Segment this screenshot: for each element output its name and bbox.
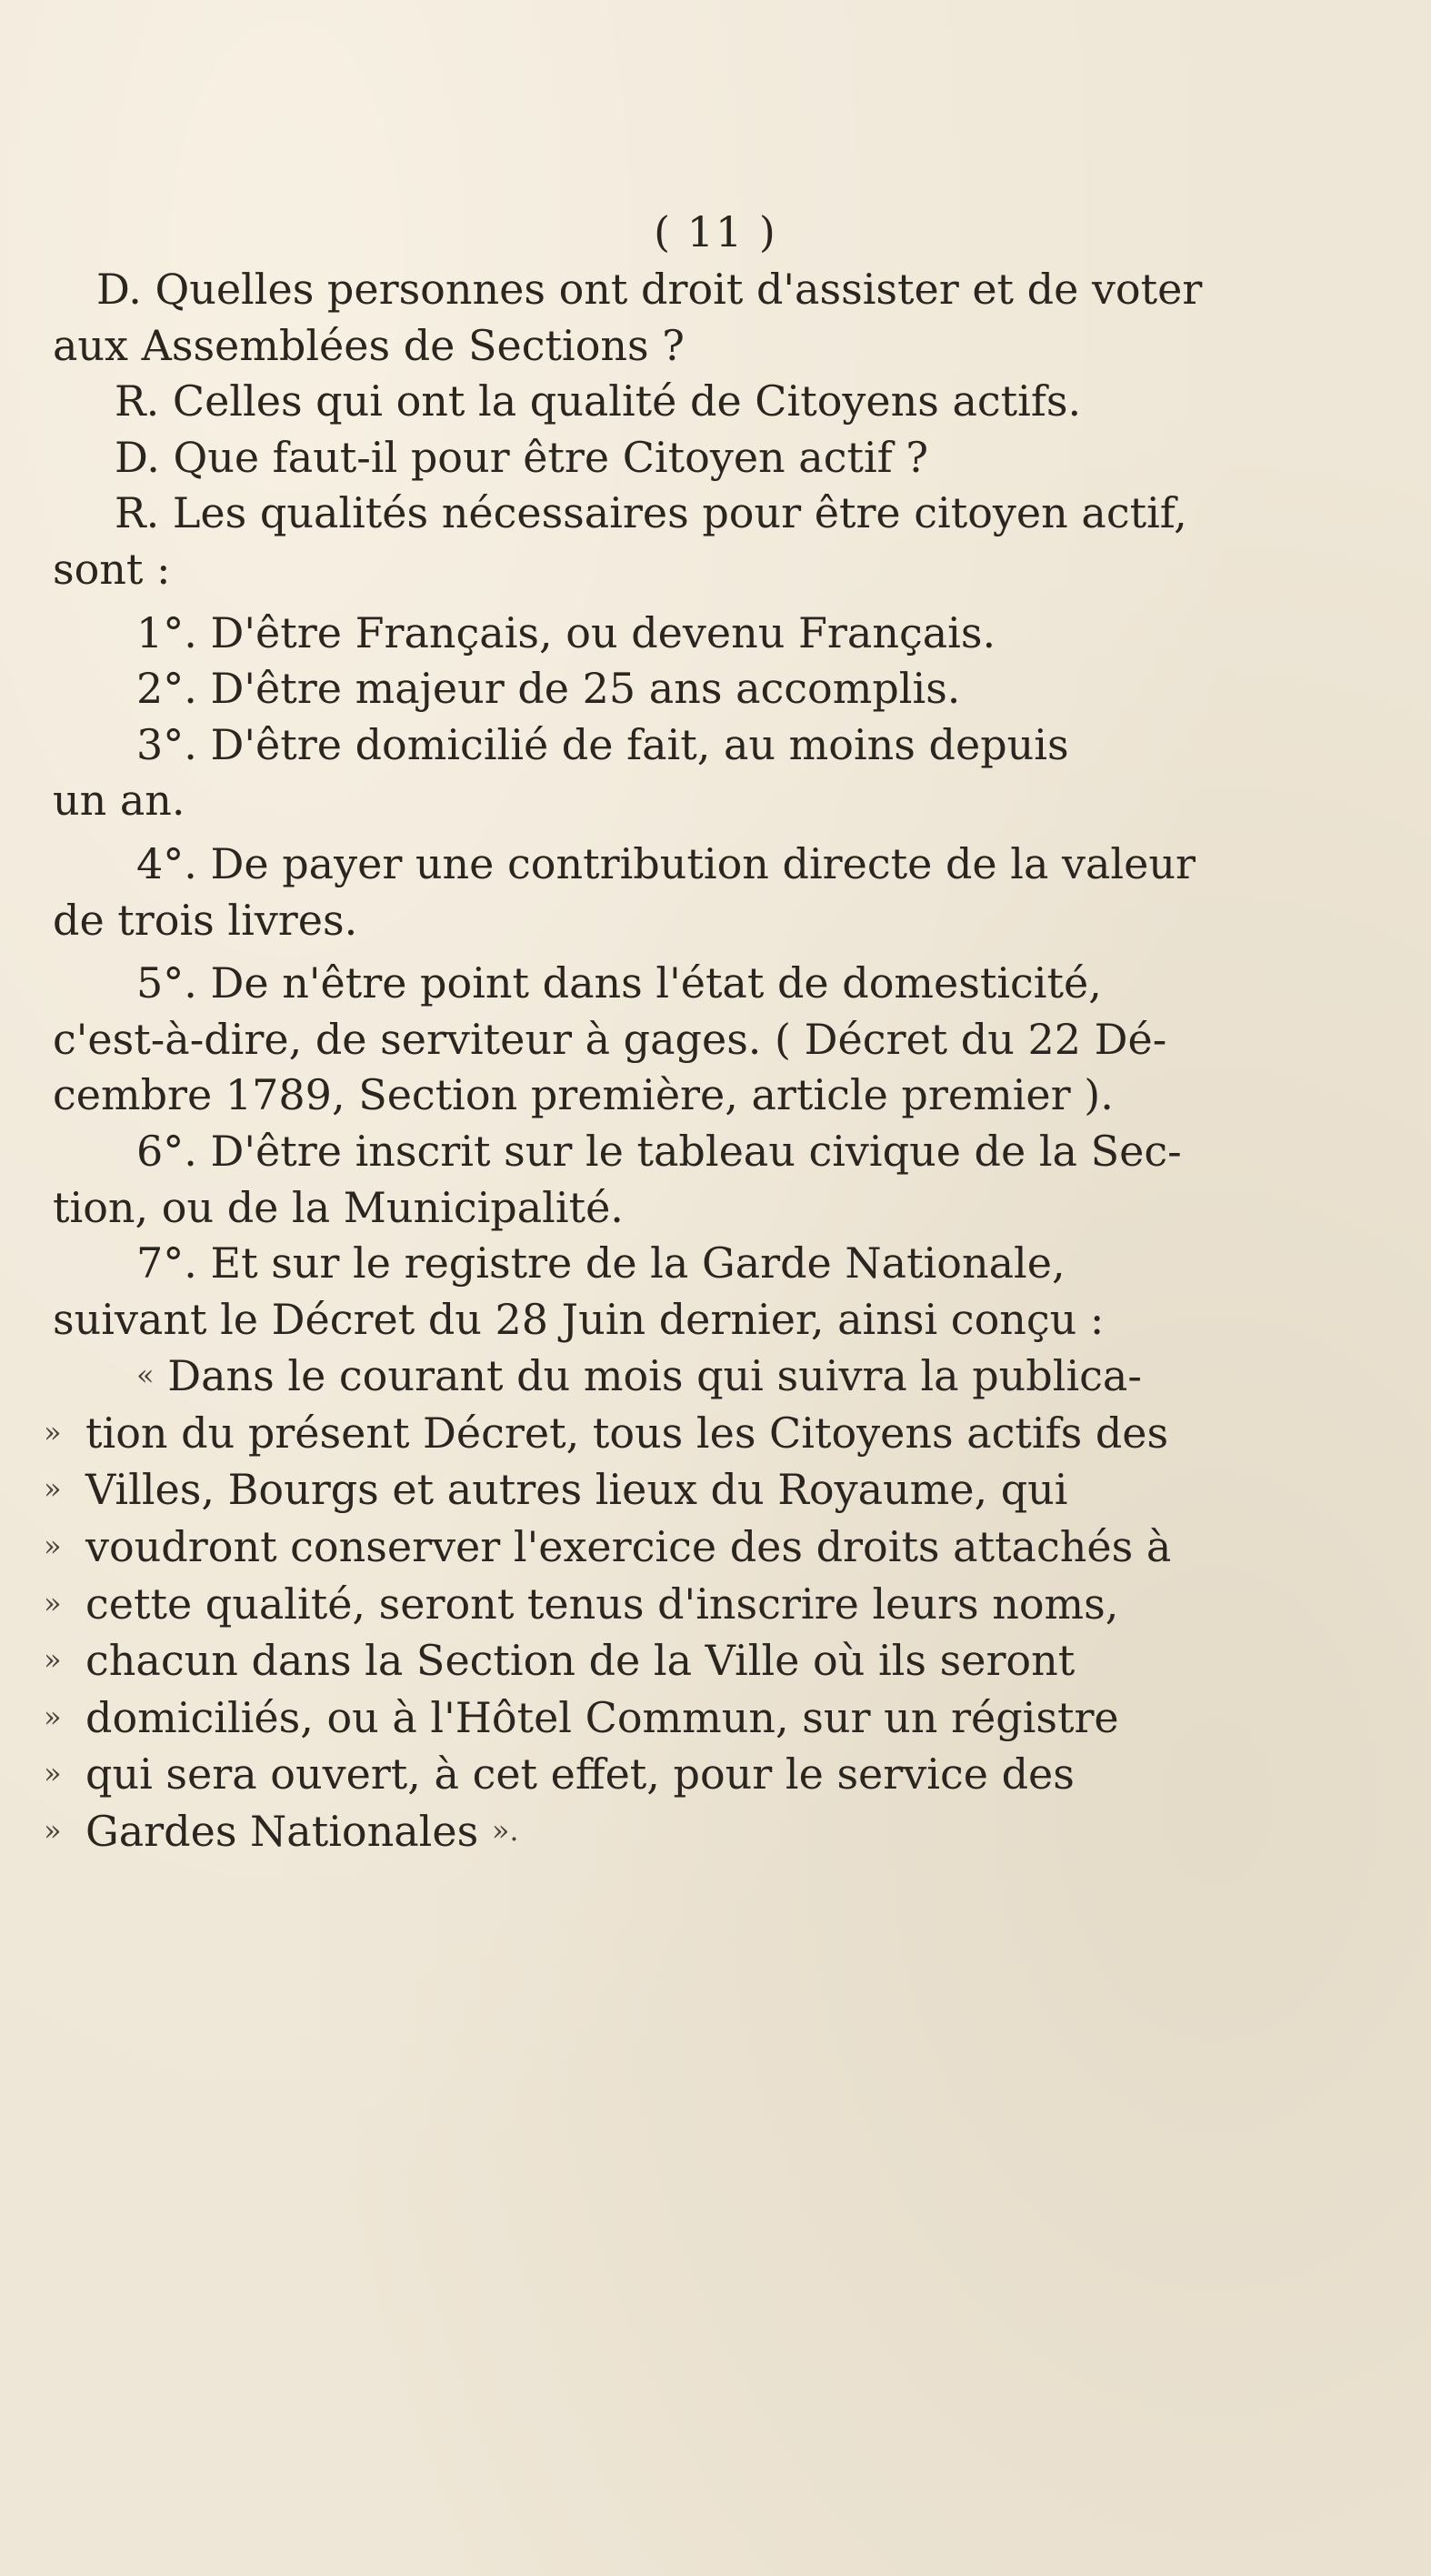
text-line: D. Que faut-il pour être Citoyen actif ? [115, 432, 928, 482]
quote-mark: » [44, 1585, 62, 1620]
text-line: de trois livres. [53, 895, 358, 945]
quote-line [53, 1348, 1344, 1405]
quote-line [44, 1689, 1344, 1747]
text-line: 2°. D'être majeur de 25 ans accomplis. [136, 664, 961, 714]
quote-line [44, 1576, 1344, 1633]
quote-mark: » [44, 1471, 62, 1507]
text-line: c'est-à-dire, de serviteur à gages. ( Décret du 22 Dé- [53, 1014, 1167, 1064]
text-line: aux Assemblées de Sections ? [53, 320, 685, 370]
quote-line [44, 1803, 1344, 1860]
text-line: 7°. Et sur le registre de la Garde Nationale, [136, 1238, 1066, 1288]
text-line: sont : [53, 544, 171, 594]
page-text [44, 262, 1344, 1860]
quote-text: domiciliés, ou à l'Hôtel Commun, sur un régistre [85, 1692, 1119, 1742]
quote-text: qui sera ouvert, à cet effet, pour le service des [85, 1749, 1075, 1799]
text-line: suivant le Décret du 28 Juin dernier, ainsi conçu : [53, 1294, 1105, 1344]
quote-line [44, 1746, 1344, 1803]
quote-text: tion du présent Décret, tous les Citoyens actifs des [85, 1408, 1169, 1458]
quote-text: chacun dans la Section de la Ville où ils seront [85, 1636, 1076, 1686]
quote-mark: » [44, 1756, 62, 1791]
text-line: 4°. De payer une contribution directe de la valeur [136, 838, 1196, 888]
quote-line [44, 1461, 1344, 1519]
quote-mark: » [44, 1529, 62, 1564]
quote-text: Dans le courant du mois qui suivra la publica- [167, 1351, 1142, 1401]
text-line: cembre 1789, Section première, article premier ). [53, 1070, 1114, 1120]
text-line: 6°. D'être inscrit sur le tableau civique de la Sec- [136, 1126, 1182, 1176]
quote-mark: » [44, 1414, 62, 1449]
text-line: 5°. De n'être point dans l'état de domesticité, [136, 958, 1102, 1008]
quote-close-mark: ». [491, 1813, 519, 1849]
quote-line [44, 1632, 1344, 1689]
quote-line [44, 1519, 1344, 1576]
quote-mark: « [136, 1358, 155, 1393]
quote-mark: » [44, 1813, 62, 1849]
text-line: un an. [53, 776, 185, 826]
text-line: R. Celles qui ont la qualité de Citoyens actifs. [115, 376, 1082, 426]
quote-text: Villes, Bourgs et autres lieux du Royaume, qui [85, 1465, 1068, 1515]
quote-mark: » [44, 1699, 62, 1734]
quote-text: voudront conserver l'exercice des droits attachés à [85, 1522, 1172, 1572]
text-line: 3°. D'être domicilié de fait, au moins depuis [136, 719, 1069, 769]
text-line: 1°. D'être Français, ou devenu Français. [136, 607, 996, 657]
quote-line [44, 1405, 1344, 1462]
text-line: R. Les qualités nécessaires pour être citoyen actif, [115, 488, 1187, 538]
text-line: D. Quelles personnes ont droit d'assister et de voter [96, 265, 1203, 314]
quote-text: cette qualité, seront tenus d'inscrire leurs noms, [85, 1579, 1119, 1629]
quote-text: Gardes Nationales [85, 1807, 479, 1857]
page-number: ( 11 ) [654, 207, 777, 256]
quote-mark: » [44, 1642, 62, 1678]
text-line: tion, ou de la Municipalité. [53, 1182, 624, 1232]
